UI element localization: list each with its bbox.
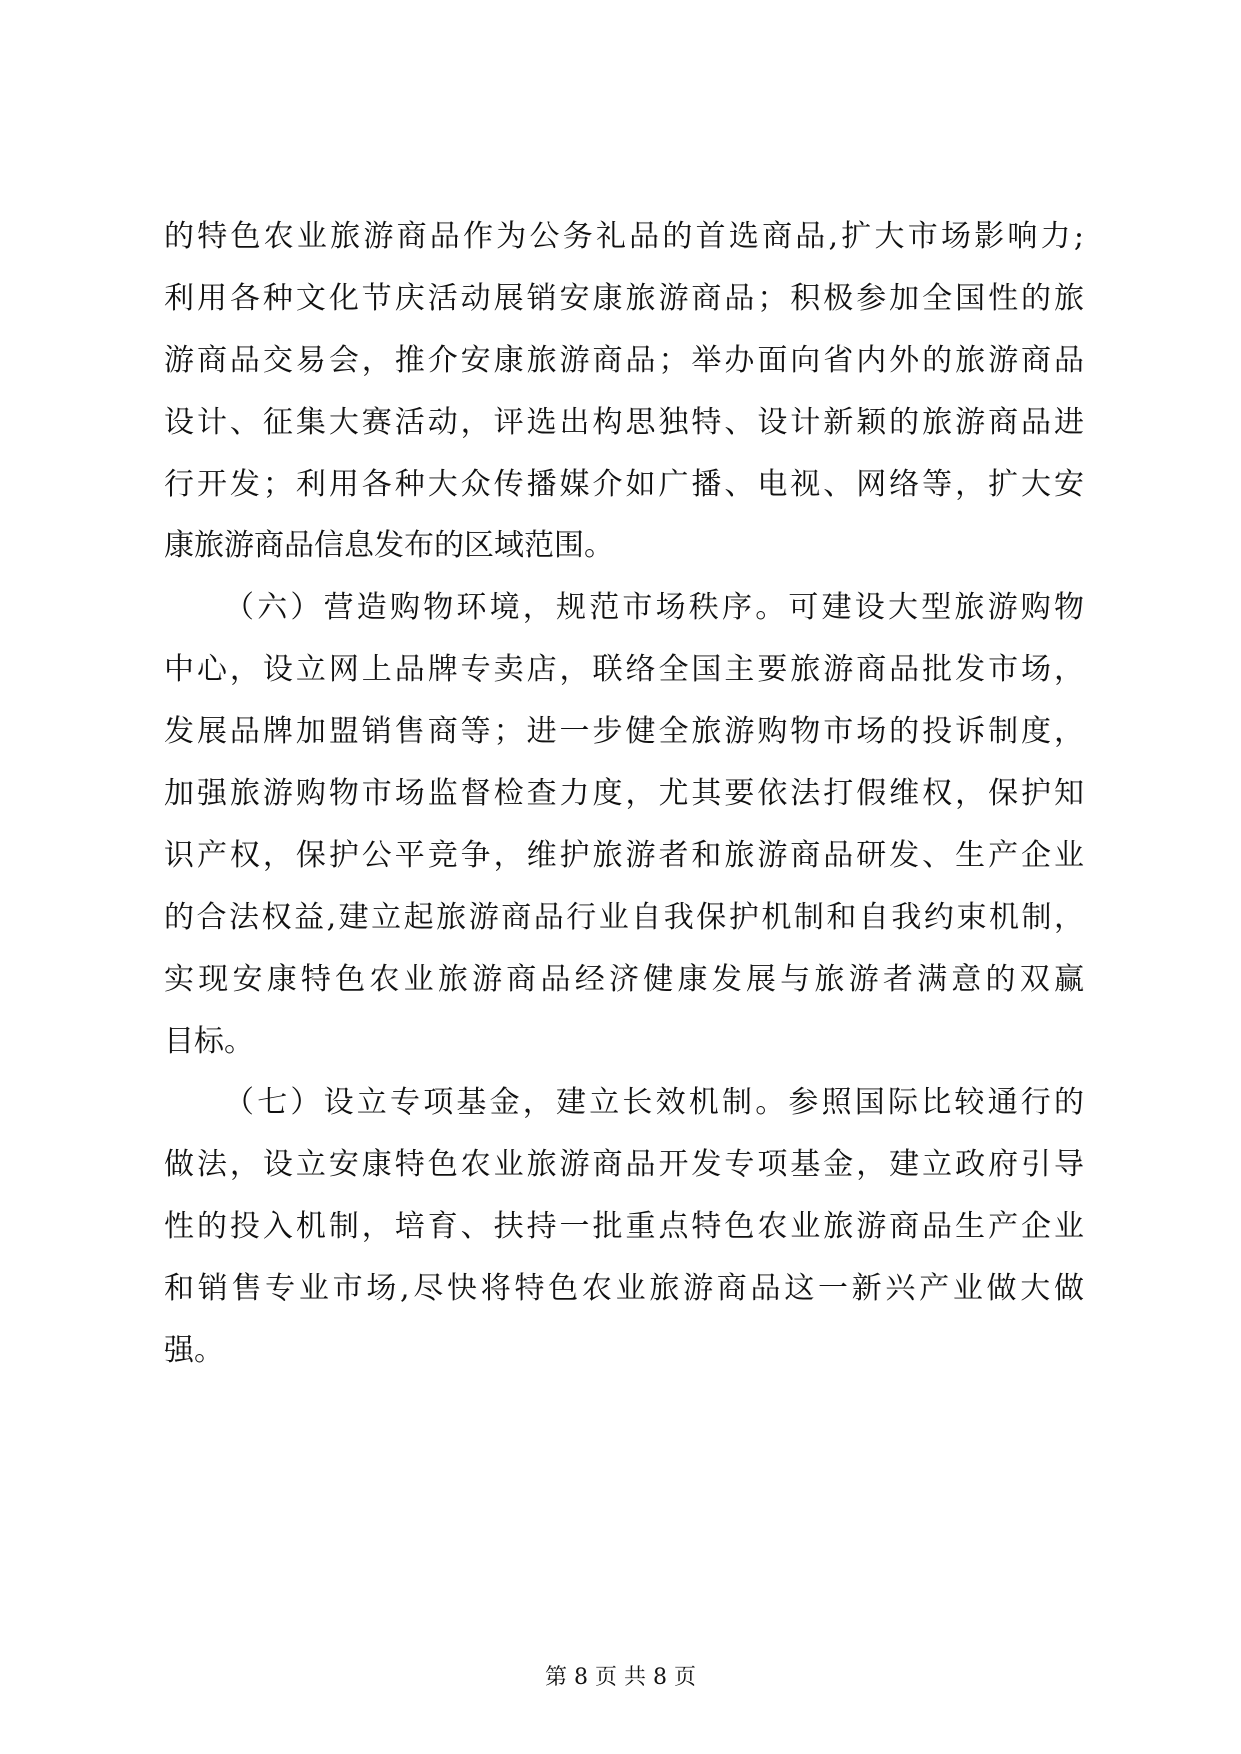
text-line: 发展品牌加盟销售商等；进一步健全旅游购物市场的投诉制度， [164, 714, 1084, 750]
text-line: （七）设立专项基金，建立长效机制。参照国际比较通行的 [224, 1085, 1084, 1121]
text-line: 行开发；利用各种大众传播媒介如广播、电视、网络等，扩大安 [164, 466, 1084, 502]
text-line: 和销售专业市场,尽快将特色农业旅游商品这一新兴产业做大做 [164, 1271, 1084, 1307]
text-line: 的特色农业旅游商品作为公务礼品的首选商品,扩大市场影响力; [164, 219, 1084, 254]
text-line: 强。 [164, 1333, 224, 1369]
text-line: 加强旅游购物市场监督检查力度，尤其要依法打假维权，保护知 [164, 776, 1084, 812]
text-line: （六）营造购物环境，规范市场秩序。可建设大型旅游购物 [224, 590, 1084, 626]
text-line: 做法，设立安康特色农业旅游商品开发专项基金，建立政府引导 [164, 1147, 1084, 1183]
text-line: 实现安康特色农业旅游商品经济健康发展与旅游者满意的双赢 [164, 961, 1084, 997]
text-line: 中心，设立网上品牌专卖店，联络全国主要旅游商品批发市场， [164, 652, 1084, 688]
text-line: 利用各种文化节庆活动展销安康旅游商品；积极参加全国性的旅 [164, 280, 1084, 316]
text-line: 目标。 [164, 1023, 254, 1059]
text-line: 识产权，保护公平竞争，维护旅游者和旅游商品研发、生产企业 [164, 837, 1084, 873]
document-body [164, 206, 1084, 1382]
text-line: 的合法权益,建立起旅游商品行业自我保护机制和自我约束机制， [164, 899, 1084, 935]
page-number-footer: 第 8 页 共 8 页 [545, 1665, 696, 1690]
text-line: 康旅游商品信息发布的区域范围。 [164, 528, 614, 564]
text-line: 设计、征集大赛活动，评选出构思独特、设计新颖的旅游商品进 [164, 404, 1084, 440]
text-line: 性的投入机制，培育、扶持一批重点特色农业旅游商品生产企业 [164, 1209, 1084, 1245]
text-line: 游商品交易会，推介安康旅游商品；举办面向省内外的旅游商品 [164, 342, 1084, 378]
